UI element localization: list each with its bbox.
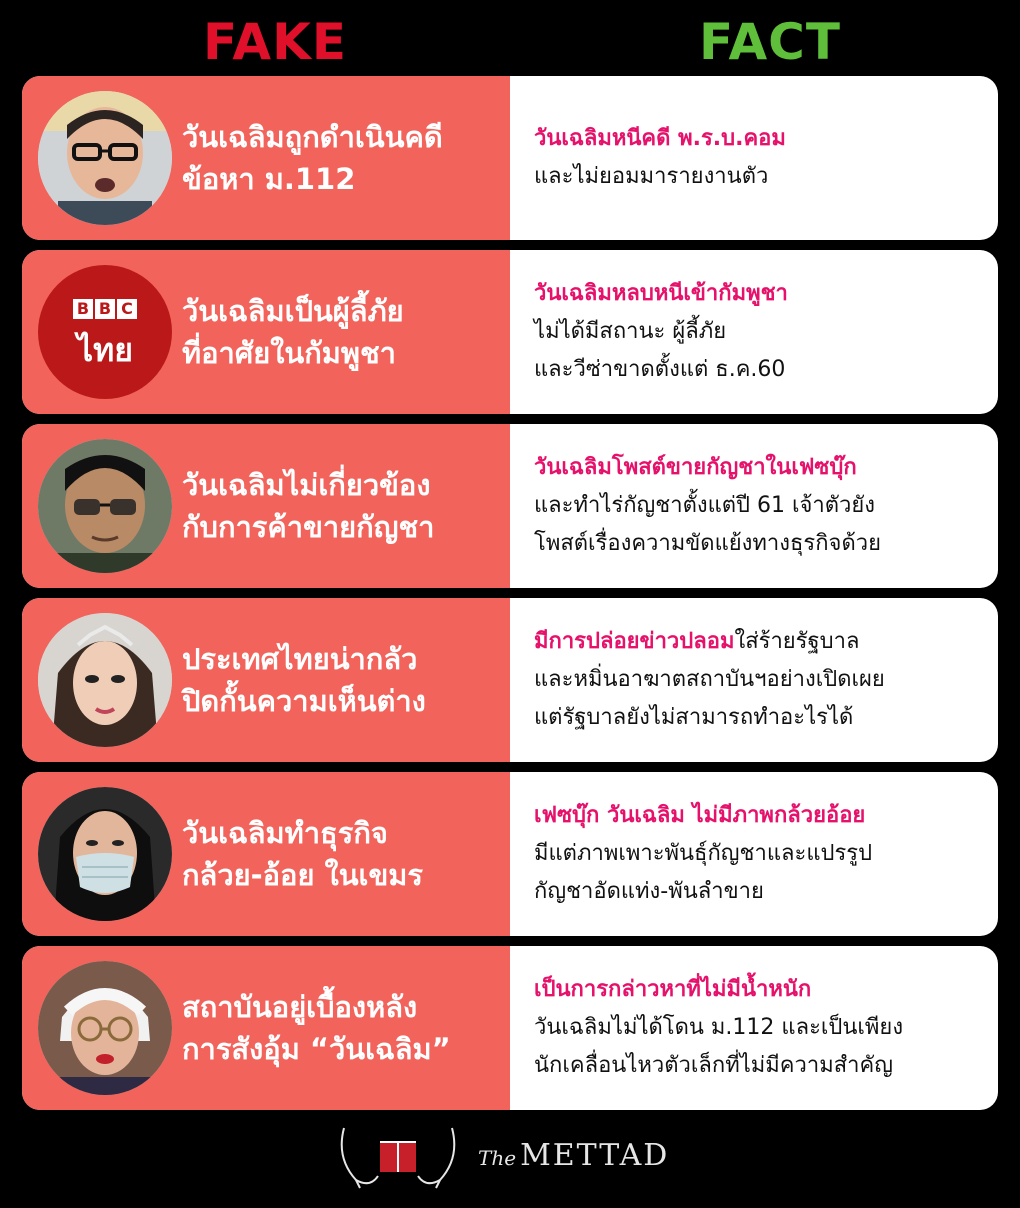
fact-line: มีแต่ภาพเพาะพันธุ์กัญชาและแปรรูป bbox=[534, 841, 873, 866]
fake-claim bbox=[182, 424, 504, 588]
mettad-logo-icon bbox=[330, 1118, 466, 1194]
claim-line: วันเฉลิมเป็นผู้ลี้ภัย bbox=[182, 294, 404, 328]
person-glasses-icon bbox=[38, 91, 172, 225]
fact-line: นักเคลื่อนไหวตัวเล็กที่ไม่มีความสำคัญ bbox=[534, 1053, 893, 1078]
comparison-row bbox=[22, 946, 998, 1110]
fake-panel bbox=[22, 250, 510, 414]
fact-panel bbox=[534, 250, 994, 414]
comparison-row bbox=[22, 250, 998, 414]
fake-claim bbox=[182, 772, 504, 936]
claim-line: กับการค้าขายกัญชา bbox=[182, 510, 435, 544]
fact-line: ไม่ได้มีสถานะ ผู้ลี้ภัย bbox=[534, 319, 727, 344]
comparison-row bbox=[22, 424, 998, 588]
avatar-photo bbox=[38, 439, 172, 573]
claim-line: ปิดกั้นความเห็นต่าง bbox=[182, 684, 426, 718]
woman-tiara-icon bbox=[38, 613, 172, 747]
fake-panel bbox=[22, 946, 510, 1110]
bbc-thai-text: ไทย bbox=[77, 331, 133, 369]
claim-line: ประเทศไทยน่ากลัว bbox=[182, 642, 418, 676]
brand-footer bbox=[330, 1118, 690, 1194]
brand-name: METTAD bbox=[520, 1138, 670, 1173]
fake-claim bbox=[182, 598, 504, 762]
fact-line: กัญชาอัดแท่ง-พันลำขาย bbox=[534, 879, 764, 904]
fact-highlight: เป็นการกล่าวหาที่ไม่มีน้ำหนัก bbox=[534, 977, 812, 1002]
bbc-letter: B bbox=[73, 299, 93, 319]
fact-highlight: เฟซบุ๊ก วันเฉลิม ไม่มีภาพกล้วยอ้อย bbox=[534, 803, 866, 828]
fact-header: FACT bbox=[699, 13, 841, 71]
avatar-photo bbox=[38, 613, 172, 747]
fact-line: และไม่ยอมมารายงานตัว bbox=[534, 164, 769, 189]
fact-panel bbox=[534, 598, 994, 762]
fake-panel bbox=[22, 424, 510, 588]
fact-highlight: วันเฉลิมหนีคดี พ.ร.บ.คอม bbox=[534, 126, 786, 151]
fact-line: วันเฉลิมไม่ได้โดน ม.112 และเป็นเพียง bbox=[534, 1015, 904, 1040]
fact-highlight: วันเฉลิมโพสต์ขายกัญชาในเฟซบุ๊ก bbox=[534, 455, 857, 480]
bbc-thai-logo bbox=[38, 265, 172, 399]
comparison-row bbox=[22, 598, 998, 762]
elderly-glasses-icon bbox=[38, 961, 172, 1095]
claim-line: วันเฉลิมไม่เกี่ยวข้อง bbox=[182, 468, 431, 502]
fact-first-line bbox=[534, 623, 994, 661]
fact-line: และทำไร่กัญชาตั้งแต่ปี 61 เจ้าตัวยัง bbox=[534, 493, 876, 518]
comparison-row bbox=[22, 772, 998, 936]
claim-line: การสังอุ้ม “วันเฉลิม” bbox=[182, 1032, 451, 1066]
avatar-photo bbox=[38, 91, 172, 225]
claim-line: ข้อหา ม.112 bbox=[182, 162, 356, 196]
fact-panel bbox=[534, 424, 994, 588]
claim-line: สถาบันอยู่เบื้องหลัง bbox=[182, 990, 418, 1024]
fact-highlight: วันเฉลิมหลบหนีเข้ากัมพูชา bbox=[534, 281, 788, 306]
bbc-blocks bbox=[38, 299, 172, 319]
person-glasses-icon bbox=[38, 439, 172, 573]
fake-panel bbox=[22, 598, 510, 762]
bbc-letter: B bbox=[95, 299, 115, 319]
fake-panel bbox=[22, 76, 510, 240]
fact-panel bbox=[534, 772, 994, 936]
claim-line: กล้วย-อ้อย ในเขมร bbox=[182, 858, 423, 892]
fact-line: แต่รัฐบาลยังไม่สามารถทำอะไรได้ bbox=[534, 705, 854, 730]
claim-line: ที่อาศัยในกัมพูชา bbox=[182, 336, 396, 370]
brand-wordmark bbox=[478, 1138, 669, 1173]
fact-inline-rest: ใส่ร้ายรัฐบาล bbox=[734, 629, 860, 654]
fact-panel bbox=[534, 946, 994, 1110]
avatar-photo bbox=[38, 961, 172, 1095]
fact-line: และหมิ่นอาฆาตสถาบันฯอย่างเปิดเผย bbox=[534, 667, 885, 692]
woman-mask-icon bbox=[38, 787, 172, 921]
claim-line: วันเฉลิมทำธุรกิจ bbox=[182, 816, 388, 850]
avatar-photo bbox=[38, 787, 172, 921]
bbc-letter: C bbox=[117, 299, 137, 319]
claim-line: วันเฉลิมถูกดำเนินคดี bbox=[182, 120, 443, 154]
fact-line: โพสต์เรื่องความขัดแย้งทางธุรกิจด้วย bbox=[534, 531, 881, 556]
brand-prefix: The bbox=[478, 1146, 517, 1170]
fact-highlight: มีการปล่อยข่าวปลอม bbox=[534, 629, 735, 654]
fake-claim bbox=[182, 250, 504, 414]
fake-claim bbox=[182, 76, 504, 240]
fact-line: และวีซ่าขาดตั้งแต่ ธ.ค.60 bbox=[534, 357, 786, 382]
fake-claim bbox=[182, 946, 504, 1110]
comparison-row bbox=[22, 76, 998, 240]
fake-panel bbox=[22, 772, 510, 936]
fake-header: FAKE bbox=[202, 13, 347, 71]
fact-panel bbox=[534, 76, 994, 240]
